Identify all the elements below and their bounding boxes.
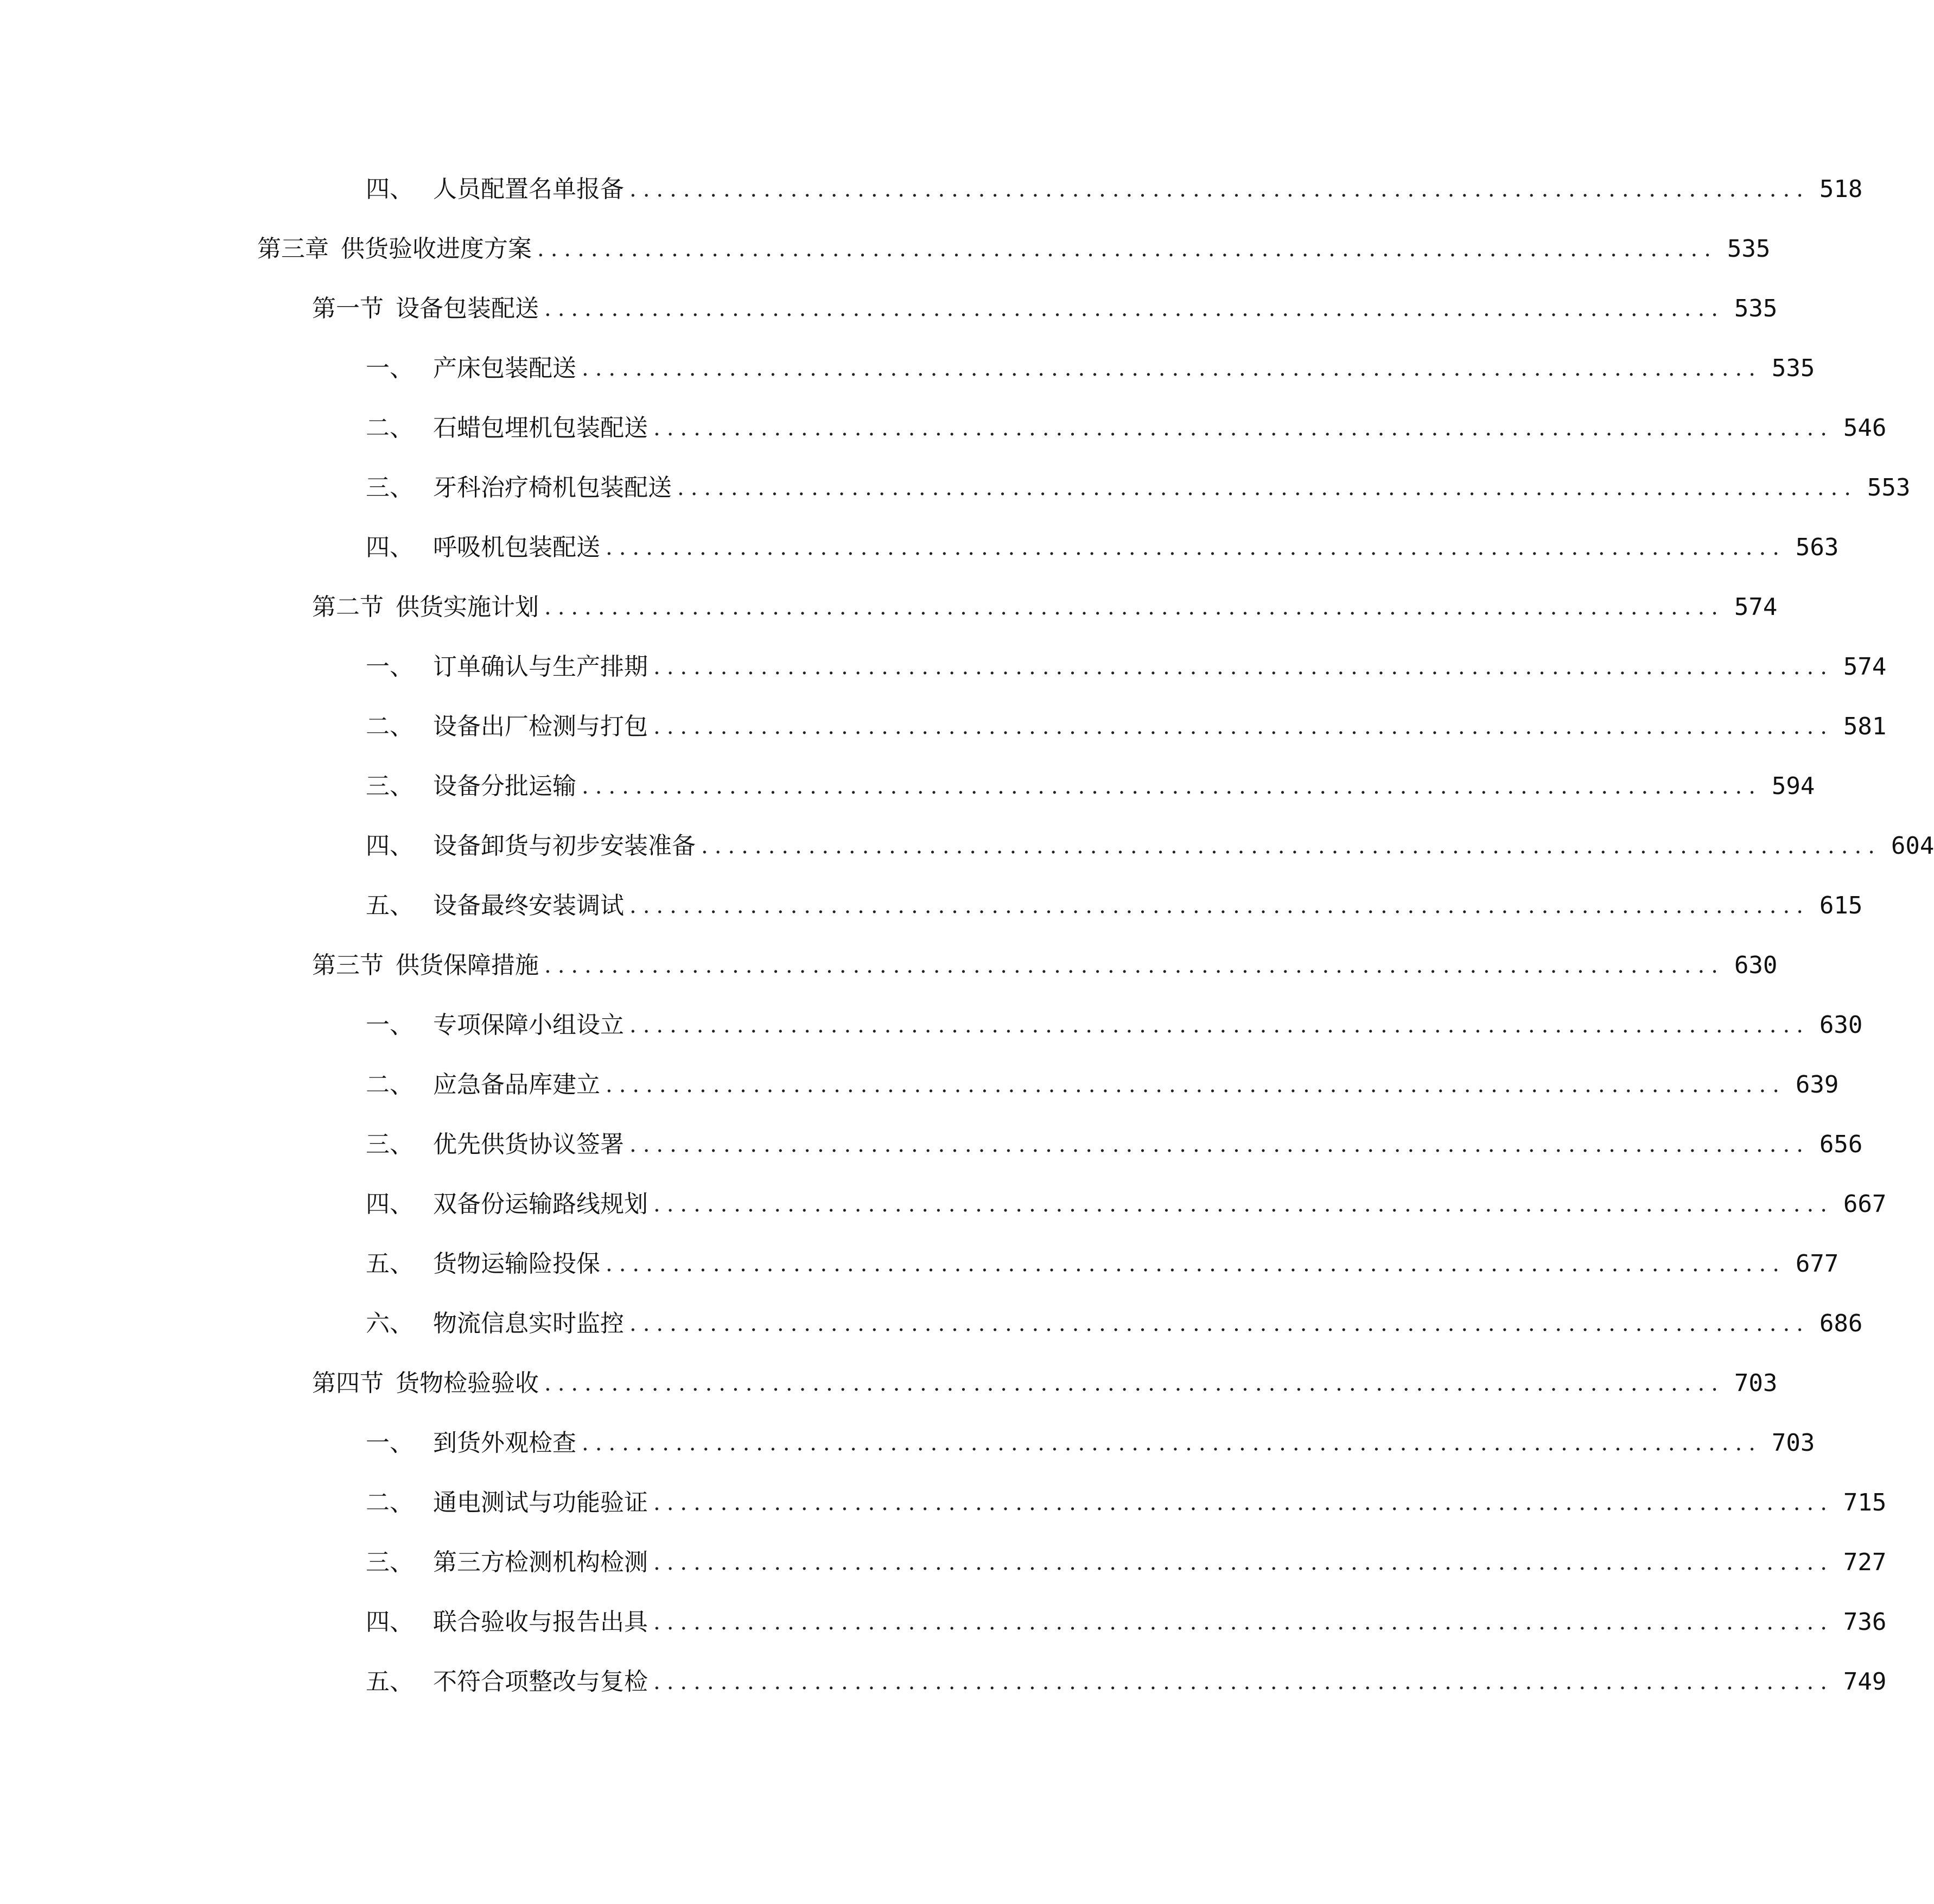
toc-entry-number: 第二节 — [312, 593, 384, 621]
dot-leader: ........................................................................................ — [537, 237, 1717, 262]
toc-entry-number: 二、 — [366, 1489, 413, 1516]
toc-entry-page: 686 — [1819, 1310, 1863, 1337]
dot-leader: ........................................................................................ — [582, 774, 1762, 799]
toc-entry-number: 三、 — [366, 474, 413, 502]
toc-entry-number: 四、 — [366, 1190, 413, 1218]
toc-entry[interactable] — [366, 1421, 1815, 1465]
toc-entry[interactable] — [366, 1601, 1887, 1644]
toc-entry-page: 563 — [1795, 534, 1839, 561]
dot-leader: ........................................................................................ — [653, 1192, 1834, 1217]
toc-entry-title: 产床包装配送 — [433, 354, 576, 382]
toc-entry[interactable] — [366, 1541, 1887, 1584]
toc-entry-title: 不符合项整改与复检 — [433, 1668, 648, 1696]
toc-entry-number: 二、 — [366, 414, 413, 442]
dot-leader: ........................................................................................ — [629, 1132, 1810, 1157]
dot-leader: ........................................................................................ — [544, 296, 1725, 321]
toc-entry-title: 通电测试与功能验证 — [433, 1489, 648, 1516]
toc-entry-title: 设备卸货与初步安装准备 — [433, 832, 696, 860]
toc-entry-number: 一、 — [366, 354, 413, 382]
toc-entry-number: 五、 — [366, 892, 413, 919]
toc-entry-page: 749 — [1843, 1668, 1887, 1696]
toc-entry-page: 677 — [1795, 1250, 1839, 1278]
toc-entry[interactable] — [366, 466, 1911, 510]
dot-leader: ........................................................................................ — [653, 1550, 1834, 1575]
toc-entry[interactable] — [366, 824, 1934, 868]
toc-entry[interactable] — [366, 645, 1887, 689]
dot-leader: ........................................................................................ — [653, 1490, 1834, 1515]
toc-entry[interactable] — [366, 1063, 1839, 1107]
toc-entry-page: 535 — [1771, 354, 1815, 382]
toc-entry-number: 六、 — [366, 1310, 413, 1337]
toc-section-entry[interactable] — [312, 586, 1778, 629]
toc-entry[interactable] — [366, 1481, 1887, 1525]
toc-entry-number: 四、 — [366, 175, 413, 203]
toc-entry-number: 一、 — [366, 653, 413, 681]
toc-entry-page: 630 — [1734, 951, 1778, 979]
toc-entry-title: 货物检验验收 — [396, 1369, 539, 1397]
toc-entry-title: 石蜡包埋机包装配送 — [433, 414, 648, 442]
toc-entry[interactable] — [366, 347, 1815, 390]
dot-leader: ........................................................................................ — [677, 475, 1857, 500]
toc-entry-title: 联合验收与报告出具 — [433, 1608, 648, 1636]
toc-entry-title: 设备最终安装调试 — [433, 892, 624, 919]
toc-entry[interactable] — [366, 1660, 1887, 1704]
toc-entry-title: 牙科治疗椅机包装配送 — [433, 474, 672, 502]
toc-entry-number: 三、 — [366, 772, 413, 800]
toc-entry-number: 第三章 — [257, 235, 329, 263]
dot-leader: ........................................................................................ — [653, 1670, 1834, 1694]
toc-entry-title: 优先供货协议签署 — [433, 1131, 624, 1158]
toc-entry[interactable] — [366, 884, 1863, 928]
toc-entry-page: 535 — [1734, 295, 1778, 322]
toc-entry-page: 656 — [1819, 1131, 1863, 1158]
toc-entry-number: 三、 — [366, 1548, 413, 1576]
dot-leader: ........................................................................................ — [606, 1072, 1786, 1097]
toc-entry-title: 应急备品库建立 — [433, 1071, 600, 1099]
toc-entry-page: 518 — [1819, 175, 1863, 203]
toc-entry-number: 四、 — [366, 832, 413, 860]
toc-entry-title: 供货保障措施 — [396, 951, 539, 979]
toc-entry-page: 574 — [1843, 653, 1887, 681]
toc-entry-page: 703 — [1734, 1369, 1778, 1397]
toc-entry-page: 594 — [1771, 772, 1815, 800]
toc-entry-number: 五、 — [366, 1250, 413, 1278]
toc-entry-title: 第三方检测机构检测 — [433, 1548, 648, 1576]
toc-entry[interactable] — [366, 1242, 1839, 1286]
toc-entry-page: 535 — [1727, 235, 1771, 263]
toc-entry-page: 703 — [1771, 1429, 1815, 1457]
dot-leader: ........................................................................................ — [701, 834, 1881, 859]
toc-entry-number: 第一节 — [312, 295, 384, 322]
toc-section-entry[interactable] — [312, 1362, 1778, 1405]
dot-leader: ........................................................................................ — [582, 356, 1762, 381]
toc-entry-page: 604 — [1891, 832, 1934, 860]
toc-entry-title: 物流信息实时监控 — [433, 1310, 624, 1337]
dot-leader: ........................................................................................ — [629, 893, 1810, 918]
toc-entry-title: 设备包装配送 — [396, 295, 539, 322]
toc-entry-number: 二、 — [366, 713, 413, 740]
toc-entry-page: 574 — [1734, 593, 1778, 621]
dot-leader: ........................................................................................ — [653, 655, 1834, 680]
dot-leader: ........................................................................................ — [629, 1311, 1810, 1336]
toc-entry-title: 货物运输险投保 — [433, 1250, 600, 1278]
toc-section-entry[interactable] — [312, 287, 1778, 331]
toc-entry-page: 667 — [1843, 1190, 1887, 1218]
toc-entry[interactable] — [366, 765, 1815, 808]
toc-entry-page: 715 — [1843, 1489, 1887, 1516]
toc-entry[interactable] — [366, 407, 1887, 450]
toc-entry-title: 到货外观检查 — [433, 1429, 576, 1457]
toc-chapter-entry[interactable] — [257, 227, 1771, 271]
toc-entry-number: 第四节 — [312, 1369, 384, 1397]
dot-leader: ........................................................................................ — [653, 1610, 1834, 1635]
toc-entry-title: 双备份运输路线规划 — [433, 1190, 648, 1218]
toc-entry-number: 第三节 — [312, 951, 384, 979]
toc-section-entry[interactable] — [312, 944, 1778, 987]
toc-entry[interactable] — [366, 1004, 1863, 1047]
dot-leader: ........................................................................................ — [544, 1371, 1725, 1396]
toc-entry-page: 736 — [1843, 1608, 1887, 1636]
toc-entry-page: 639 — [1795, 1071, 1839, 1099]
toc-entry-title: 呼吸机包装配送 — [433, 534, 600, 561]
toc-entry[interactable] — [366, 1183, 1887, 1226]
toc-entry-title: 设备出厂检测与打包 — [433, 713, 648, 740]
toc-entry[interactable] — [366, 168, 1863, 211]
dot-leader: ........................................................................................ — [544, 595, 1725, 620]
dot-leader: ........................................................................................ — [629, 177, 1810, 202]
toc-entry[interactable] — [366, 1123, 1863, 1166]
toc-entry-page: 546 — [1843, 414, 1887, 442]
toc-entry-number: 三、 — [366, 1131, 413, 1158]
dot-leader: ........................................................................................ — [629, 1013, 1810, 1038]
toc-entry-title: 专项保障小组设立 — [433, 1011, 624, 1039]
toc-entry-page: 727 — [1843, 1548, 1887, 1576]
toc-entry-page: 581 — [1843, 713, 1887, 740]
toc-entry-title: 订单确认与生产排期 — [433, 653, 648, 681]
toc-entry-page: 630 — [1819, 1011, 1863, 1039]
toc-entry-number: 四、 — [366, 534, 413, 561]
toc-entry-page: 615 — [1819, 892, 1863, 919]
toc-entry-title: 供货验收进度方案 — [341, 235, 532, 263]
dot-leader: ........................................................................................ — [606, 1252, 1786, 1277]
toc-entry-number: 二、 — [366, 1071, 413, 1099]
toc-entry-title: 人员配置名单报备 — [433, 175, 624, 203]
toc-entry-number: 五、 — [366, 1668, 413, 1696]
toc-entry[interactable] — [366, 526, 1839, 569]
toc-entry-title: 设备分批运输 — [433, 772, 576, 800]
dot-leader: ........................................................................................ — [582, 1431, 1762, 1456]
dot-leader: ........................................................................................ — [606, 535, 1786, 560]
toc-entry-page: 553 — [1867, 474, 1911, 502]
toc-entry-number: 一、 — [366, 1429, 413, 1457]
toc-entry-number: 四、 — [366, 1608, 413, 1636]
dot-leader: ........................................................................................ — [544, 953, 1725, 978]
toc-entry-number: 一、 — [366, 1011, 413, 1039]
toc-entry-title: 供货实施计划 — [396, 593, 539, 621]
toc-entry[interactable] — [366, 705, 1887, 748]
toc-entry[interactable] — [366, 1302, 1863, 1346]
dot-leader: ........................................................................................ — [653, 416, 1834, 441]
dot-leader: ........................................................................................ — [653, 714, 1834, 739]
